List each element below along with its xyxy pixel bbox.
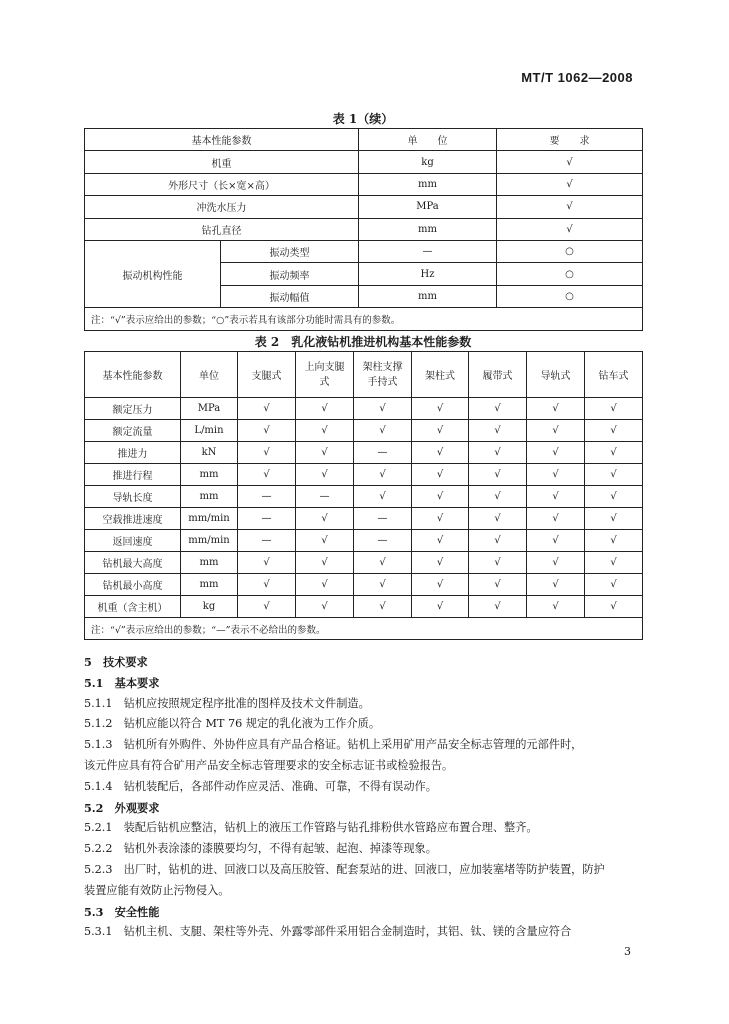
requirement-cell: √ bbox=[296, 420, 354, 442]
requirement-cell: — bbox=[238, 486, 296, 508]
param-unit: mm/min bbox=[181, 508, 238, 530]
table2-note-row bbox=[85, 618, 643, 640]
requirement-cell: √ bbox=[238, 420, 296, 442]
table-row bbox=[85, 398, 643, 420]
requirement-cell: √ bbox=[412, 464, 469, 486]
param-requirement: ○ bbox=[497, 285, 643, 307]
requirement-cell: √ bbox=[296, 508, 354, 530]
requirement-cell: √ bbox=[469, 574, 527, 596]
table-row bbox=[85, 151, 643, 173]
param-requirement: √ bbox=[497, 151, 643, 173]
table2 bbox=[84, 351, 643, 640]
param-requirement: √ bbox=[497, 196, 643, 218]
table2-header-cell: 导轨式 bbox=[527, 352, 585, 398]
requirement-cell: — bbox=[354, 508, 412, 530]
requirement-cell: — bbox=[354, 530, 412, 552]
requirement-cell: √ bbox=[238, 596, 296, 618]
table2-header-cell: 上向支腿式 bbox=[296, 352, 354, 398]
paragraph: 5.1.4 钻机装配后，各部件动作应灵活、准确、可靠，不得有误动作。 bbox=[84, 779, 437, 793]
requirement-cell: √ bbox=[412, 574, 469, 596]
table2-note: 注：“√”表示应给出的参数；“—”表示不必给出的参数。 bbox=[85, 618, 643, 640]
requirement-cell: — bbox=[354, 442, 412, 464]
table2-caption: 表 2 乳化液钻机推进机构基本性能参数 bbox=[254, 335, 472, 349]
param-name: 钻机最大高度 bbox=[85, 552, 181, 574]
table1-header-param: 基本性能参数 bbox=[85, 129, 359, 151]
param-unit: L/min bbox=[181, 420, 238, 442]
requirement-cell: √ bbox=[412, 508, 469, 530]
paragraph: 5.2.3 出厂时，钻机的进、回液口以及高压胶管、配套泵站的进、回液口，应加装塞堵等防护装置，防护 bbox=[84, 862, 605, 876]
paragraph: 5.1.3 钻机所有外购件、外协件应具有产品合格证。钻机上采用矿用产品安全标志管理的元部件时， bbox=[84, 738, 583, 752]
param-name: 额定压力 bbox=[85, 398, 181, 420]
table1-header-row bbox=[85, 129, 643, 151]
requirement-cell: √ bbox=[585, 552, 643, 574]
table2-header-cell: 基本性能参数 bbox=[85, 352, 181, 398]
group-label: 振动机构性能 bbox=[85, 240, 221, 307]
table-row bbox=[85, 240, 643, 262]
requirement-cell: √ bbox=[585, 574, 643, 596]
requirement-cell: √ bbox=[354, 420, 412, 442]
param-unit: mm bbox=[359, 285, 497, 307]
param-name: 振动频率 bbox=[221, 263, 359, 285]
requirement-cell: √ bbox=[585, 420, 643, 442]
param-unit: Hz bbox=[359, 263, 497, 285]
requirement-cell: √ bbox=[527, 574, 585, 596]
requirement-cell: √ bbox=[412, 596, 469, 618]
requirement-cell: √ bbox=[296, 464, 354, 486]
table-row bbox=[85, 574, 643, 596]
requirement-cell: √ bbox=[354, 398, 412, 420]
table1 bbox=[84, 128, 643, 331]
section-heading: 5 技术要求 bbox=[84, 655, 148, 669]
table-row bbox=[85, 464, 643, 486]
requirement-cell: √ bbox=[412, 420, 469, 442]
param-requirement: ○ bbox=[497, 240, 643, 262]
table2-header-cell: 单位 bbox=[181, 352, 238, 398]
param-name: 冲洗水压力 bbox=[85, 196, 359, 218]
table1-caption: 表 1（续） bbox=[332, 112, 394, 126]
requirement-cell: √ bbox=[296, 398, 354, 420]
param-name: 机重 bbox=[85, 151, 359, 173]
section-heading: 5.3 安全性能 bbox=[84, 904, 160, 919]
paragraph: 5.1.2 钻机应能以符合 MT 76 规定的乳化液为工作介质。 bbox=[84, 717, 381, 731]
requirement-cell: √ bbox=[469, 464, 527, 486]
param-name: 额定流量 bbox=[85, 420, 181, 442]
param-unit: kN bbox=[181, 442, 238, 464]
requirement-cell: √ bbox=[585, 530, 643, 552]
param-name: 推进行程 bbox=[85, 464, 181, 486]
table-row bbox=[85, 218, 643, 240]
requirement-cell: √ bbox=[412, 442, 469, 464]
requirement-cell: √ bbox=[527, 398, 585, 420]
requirement-cell: — bbox=[296, 486, 354, 508]
table2-header-cell: 钻车式 bbox=[585, 352, 643, 398]
requirement-cell: √ bbox=[585, 442, 643, 464]
document-code: MT/T 1062—2008 bbox=[521, 70, 633, 85]
param-unit: mm bbox=[359, 173, 497, 195]
requirement-cell: √ bbox=[354, 574, 412, 596]
param-name: 外形尺寸（长×宽×高） bbox=[85, 173, 359, 195]
requirement-cell: √ bbox=[238, 464, 296, 486]
table-row bbox=[85, 173, 643, 195]
table2-header-row bbox=[85, 352, 643, 398]
param-unit: mm bbox=[181, 574, 238, 596]
table-row bbox=[85, 442, 643, 464]
requirement-cell: √ bbox=[527, 596, 585, 618]
requirement-cell: √ bbox=[469, 398, 527, 420]
param-requirement: ○ bbox=[497, 263, 643, 285]
table1-header-req: 要 求 bbox=[497, 129, 643, 151]
table-row bbox=[85, 530, 643, 552]
requirement-cell: √ bbox=[527, 486, 585, 508]
requirement-cell: √ bbox=[412, 530, 469, 552]
requirement-cell: √ bbox=[527, 442, 585, 464]
paragraph: 5.2.1 装配后钻机应整洁，钻机上的液压工作管路与钻孔排粉供水管路应布置合理、整齐。 bbox=[84, 821, 538, 835]
requirement-cell: √ bbox=[469, 442, 527, 464]
requirement-cell: √ bbox=[296, 574, 354, 596]
requirement-cell: √ bbox=[296, 530, 354, 552]
table-row bbox=[85, 196, 643, 218]
table2-header-cell: 支腿式 bbox=[238, 352, 296, 398]
paragraph: 5.2.2 钻机外表涂漆的漆膜要均匀，不得有起皱、起泡、掉漆等现象。 bbox=[84, 842, 437, 856]
param-unit: mm/min bbox=[181, 530, 238, 552]
param-name: 机重（含主机） bbox=[85, 596, 181, 618]
param-name: 推进力 bbox=[85, 442, 181, 464]
table1-note: 注：“√”表示应给出的参数；“○”表示若具有该部分功能时需具有的参数。 bbox=[85, 308, 643, 330]
paragraph: 5.3.1 钻机主机、支腿、架柱等外壳、外露零部件采用铝合金制造时，其铝、钛、镁的含量应符合 bbox=[84, 925, 572, 939]
requirement-cell: √ bbox=[527, 508, 585, 530]
requirement-cell: √ bbox=[412, 486, 469, 508]
table1-note-row bbox=[85, 308, 643, 330]
requirement-cell: √ bbox=[527, 464, 585, 486]
section-heading: 5.2 外观要求 bbox=[84, 800, 160, 815]
requirement-cell: √ bbox=[412, 552, 469, 574]
table-row bbox=[85, 596, 643, 618]
param-unit: mm bbox=[181, 486, 238, 508]
param-requirement: √ bbox=[497, 173, 643, 195]
table-row bbox=[85, 552, 643, 574]
body-text bbox=[84, 652, 644, 943]
table-row bbox=[85, 420, 643, 442]
param-unit: MPa bbox=[359, 196, 497, 218]
table2-header-cell: 架柱式 bbox=[412, 352, 469, 398]
param-name: 钻机最小高度 bbox=[85, 574, 181, 596]
section-heading: 5.1 基本要求 bbox=[84, 675, 160, 690]
requirement-cell: √ bbox=[469, 508, 527, 530]
requirement-cell: — bbox=[238, 530, 296, 552]
param-unit: mm bbox=[359, 218, 497, 240]
requirement-cell: √ bbox=[469, 552, 527, 574]
requirement-cell: √ bbox=[527, 420, 585, 442]
requirement-cell: √ bbox=[238, 574, 296, 596]
requirement-cell: √ bbox=[296, 596, 354, 618]
table-row bbox=[85, 486, 643, 508]
requirement-cell: √ bbox=[238, 398, 296, 420]
param-unit: kg bbox=[359, 151, 497, 173]
requirement-cell: √ bbox=[527, 552, 585, 574]
page-number: 3 bbox=[624, 945, 631, 958]
param-unit: mm bbox=[181, 464, 238, 486]
param-unit: — bbox=[359, 240, 497, 262]
param-name: 钻孔直径 bbox=[85, 218, 359, 240]
requirement-cell: √ bbox=[296, 552, 354, 574]
param-name: 导轨长度 bbox=[85, 486, 181, 508]
requirement-cell: — bbox=[238, 508, 296, 530]
paragraph-continuation: 装置应能有效防止污物侵入。 bbox=[84, 883, 230, 897]
param-unit: mm bbox=[181, 552, 238, 574]
requirement-cell: √ bbox=[527, 530, 585, 552]
paragraph-continuation: 该元件应具有符合矿用产品安全标志管理要求的安全标志证书或检验报告。 bbox=[84, 758, 454, 772]
requirement-cell: √ bbox=[585, 464, 643, 486]
param-name: 振动类型 bbox=[221, 240, 359, 262]
requirement-cell: √ bbox=[354, 596, 412, 618]
requirement-cell: √ bbox=[469, 486, 527, 508]
requirement-cell: √ bbox=[238, 442, 296, 464]
table1-header-unit: 单 位 bbox=[359, 129, 497, 151]
paragraph: 5.1.1 钻机应按照规定程序批准的图样及技术文件制造。 bbox=[84, 696, 370, 710]
param-name: 返回速度 bbox=[85, 530, 181, 552]
param-name: 空载推进速度 bbox=[85, 508, 181, 530]
param-requirement: √ bbox=[497, 218, 643, 240]
requirement-cell: √ bbox=[469, 596, 527, 618]
table-row bbox=[85, 508, 643, 530]
requirement-cell: √ bbox=[585, 398, 643, 420]
table2-header-cell: 履带式 bbox=[469, 352, 527, 398]
requirement-cell: √ bbox=[469, 530, 527, 552]
param-name: 振动幅值 bbox=[221, 285, 359, 307]
requirement-cell: √ bbox=[354, 486, 412, 508]
requirement-cell: √ bbox=[585, 508, 643, 530]
requirement-cell: √ bbox=[469, 420, 527, 442]
requirement-cell: √ bbox=[412, 398, 469, 420]
param-unit: MPa bbox=[181, 398, 238, 420]
requirement-cell: √ bbox=[354, 552, 412, 574]
param-unit: kg bbox=[181, 596, 238, 618]
table2-header-cell: 架柱支撑手持式 bbox=[354, 352, 412, 398]
requirement-cell: √ bbox=[296, 442, 354, 464]
requirement-cell: √ bbox=[585, 596, 643, 618]
requirement-cell: √ bbox=[585, 486, 643, 508]
requirement-cell: √ bbox=[238, 552, 296, 574]
requirement-cell: √ bbox=[354, 464, 412, 486]
